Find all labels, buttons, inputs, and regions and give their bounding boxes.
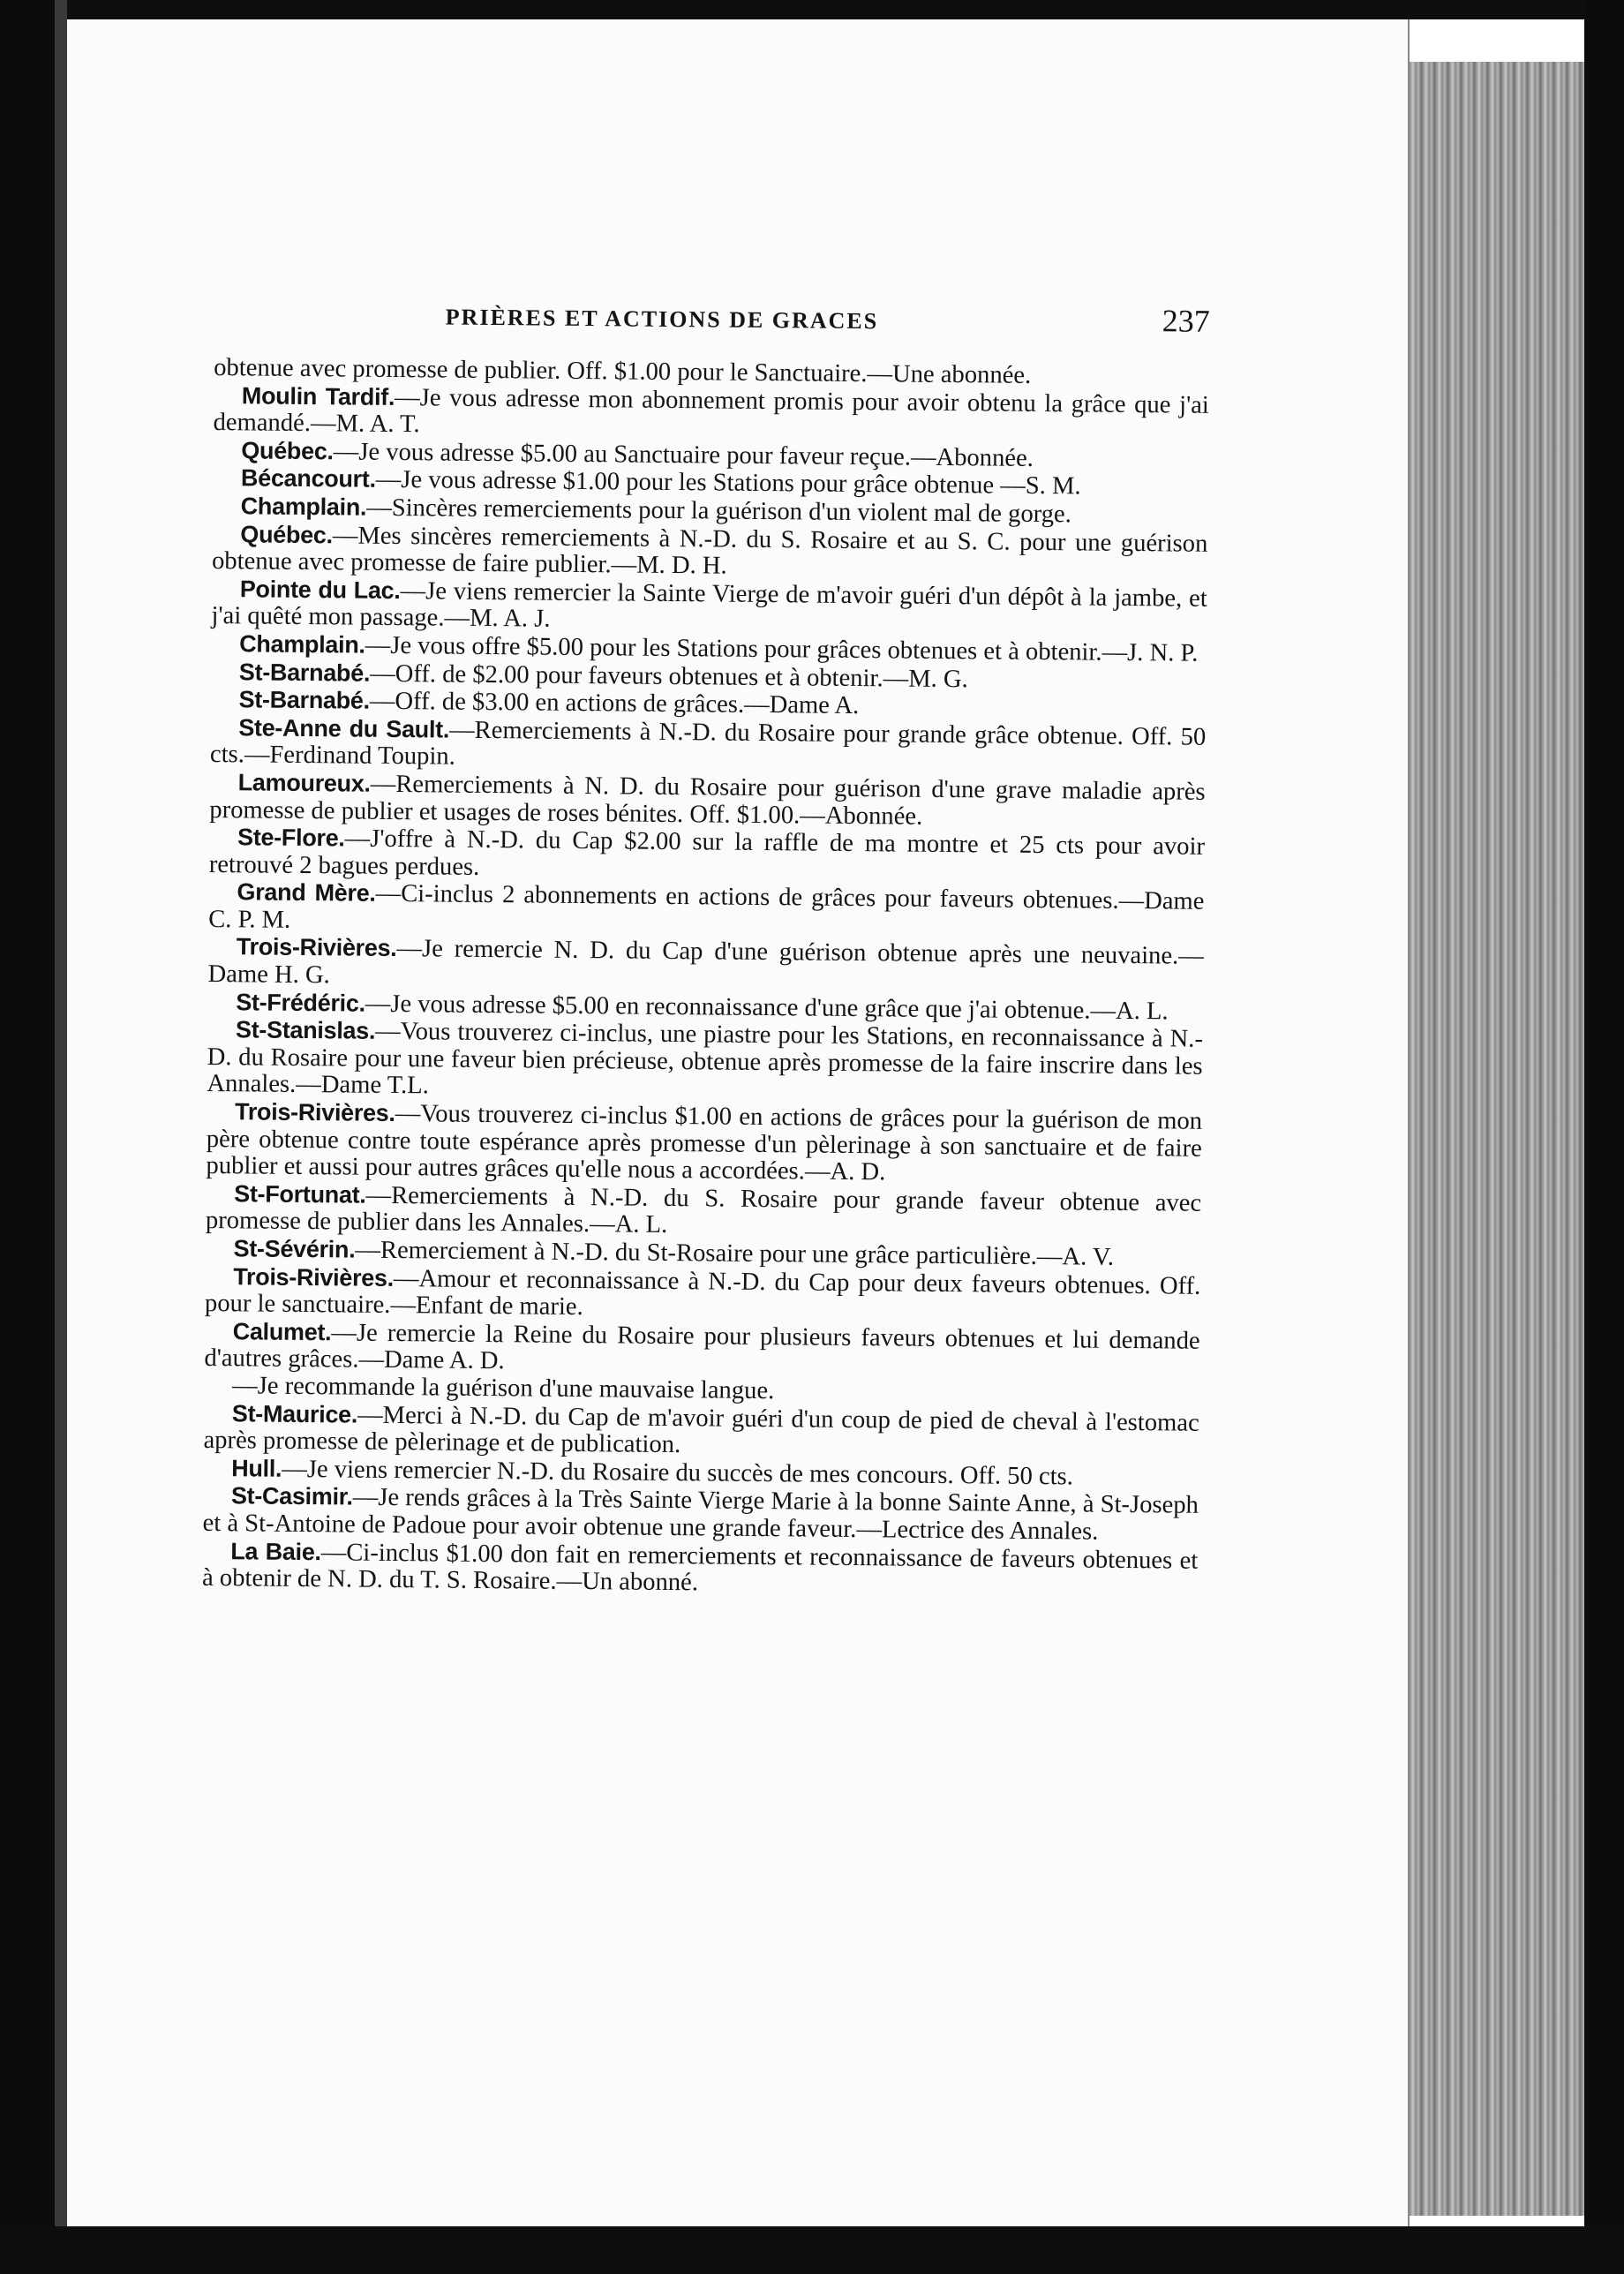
entry-place: Pointe du Lac. xyxy=(239,576,401,604)
entry-place: Moulin Tardif. xyxy=(241,381,395,410)
scan-border-right xyxy=(1584,0,1624,2274)
entry xyxy=(211,576,1207,640)
entry xyxy=(210,714,1207,779)
entry xyxy=(206,1098,1202,1190)
entry xyxy=(209,769,1206,833)
entry xyxy=(207,1016,1203,1108)
entry-place: Calumet. xyxy=(232,1318,332,1346)
page-number: 237 xyxy=(1162,303,1210,339)
entry-text: —Je vous adresse mon abonnement promis pour avoir obtenu la grâce que j'ai demandé.—M. A. T. xyxy=(213,383,1209,439)
book-gutter xyxy=(55,0,67,2274)
entry-place: St-Barnabé. xyxy=(238,686,370,714)
entry-text: —Vous trouverez ci-inclus $1.00 en actions de grâces pour la guérison de mon père obtenue contre toute espérance après promesse d'un pèlerinage à son sanctuaire et de faire publier et aussi pour autres grâces qu'elle nous a accordées.—A. D. xyxy=(206,1100,1203,1186)
entry xyxy=(208,878,1205,943)
scan-border-bottom xyxy=(0,2226,1624,2274)
text-column xyxy=(202,293,1210,1601)
entry xyxy=(209,824,1206,888)
entry-text: —Je viens remercier la Sainte Vierge de m'avoir guéri d'un dépôt à la jambe, et j'ai quêté mon passage.—M. A. J. xyxy=(211,576,1207,634)
running-head xyxy=(214,293,1209,352)
entry-place: Champlain. xyxy=(240,493,367,521)
entry-text: —Mes sincères remerciements à N.-D. du S. Rosaire et au S. C. pour une guérison obtenue avec promesse de faire publier.—M. D. H. xyxy=(211,521,1208,580)
entry-text: —J'offre à N.-D. du Cap $2.00 sur la raffle de ma montre et 25 cts pour avoir retrouvé 2 bagues perdues. xyxy=(208,825,1206,881)
entry-place: St-Frédéric. xyxy=(236,988,365,1017)
entry xyxy=(206,1180,1202,1245)
entry-place: Québec. xyxy=(241,437,334,465)
book-page-edges xyxy=(1408,62,1584,2216)
entry-text: —Je vous adresse $1.00 pour les Stations pour grâce obtenue —S. M. xyxy=(375,466,1081,501)
entry-text: —Merci à N.-D. du Cap de m'avoir guéri d'un coup de pied de cheval à l'estomac après promesse de pèlerinage et de publication. xyxy=(203,1401,1199,1459)
entry-text: —Remerciements à N. D. du Rosaire pour guérison d'une grave maladie après promesse de publier et usages de roses bénites. Off. $1.00.—Abonnée. xyxy=(209,770,1206,831)
entry-text: —Vous trouverez ci-inclus, une piastre pour les Stations, en reconnaissance à N.-D. du Rosaire pour une faveur bien précieuse, obtenue après promesse de la faire inscrire dans les Annales.—Dame T.L. xyxy=(207,1018,1204,1100)
entry xyxy=(202,1537,1199,1601)
entry xyxy=(213,382,1209,447)
entry-text: —Sincères remerciements pour la guérison d'un violent mal de gorge. xyxy=(366,493,1071,529)
entry-place: Grand Mère. xyxy=(237,878,376,907)
entry-text: —Je vous adresse $5.00 au Sanctuaire pour faveur reçue.—Abonnée. xyxy=(333,438,1034,472)
entry-text: —Remerciements à N.-D. du S. Rosaire pour grande faveur obtenue avec promesse de publier dans les Annales.—A. L. xyxy=(205,1181,1202,1239)
entry xyxy=(205,1263,1201,1328)
entry-place: St-Stanislas. xyxy=(235,1016,376,1045)
entry-place: La Baie. xyxy=(230,1537,321,1565)
page-title: PRIÈRES ET ACTIONS DE GRACES xyxy=(445,304,879,335)
entry-text: —Je viens remercier N.-D. du Rosaire du succès de mes concours. Off. 50 cts. xyxy=(282,1455,1074,1491)
entry-text: —Ci-inclus $1.00 don fait en remerciements et reconnaissance de faveurs obtenues et à obtenir de N. D. du T. S. Rosaire.—Un abonné. xyxy=(201,1538,1199,1597)
book-page xyxy=(67,19,1410,2226)
entry-text: —Je rends grâces à la Très Sainte Vierge Marie à la bonne Sainte Anne, à St-Joseph et à St-Antoine de Padoue pour avoir obtenue une grande faveur.—Lectrice des Annales. xyxy=(202,1483,1199,1546)
entry-place: Québec. xyxy=(240,520,333,548)
entry-text: —Ci-inclus 2 abonnements en actions de grâces pour faveurs obtenues.—Dame C. P. M. xyxy=(208,880,1205,934)
entry-place: Trois-Rivières. xyxy=(234,1098,395,1127)
entry-place: St-Barnabé. xyxy=(238,658,371,687)
entry-text: —Je vous offre $5.00 pour les Stations pour grâces obtenues et à obtenir.—J. N. P. xyxy=(365,631,1199,667)
entry-place: St-Fortunat. xyxy=(234,1180,366,1209)
entry-text: —Remerciement à N.-D. du St-Rosaire pour une grâce particulière.—A. V. xyxy=(355,1236,1115,1271)
entry-place: St-Maurice. xyxy=(231,1399,358,1428)
entry xyxy=(207,933,1204,998)
entry-text: —Off. de $2.00 pour faveurs obtenues et à obtenir.—M. G. xyxy=(369,659,968,693)
entry-text: —Je remercie la Reine du Rosaire pour plusieurs faveurs obtenues et lui demande d'autres grâces.—Dame A. D. xyxy=(204,1319,1200,1375)
entry-text: —Remerciements à N.-D. du Rosaire pour grande grâce obtenue. Off. 50 cts.—Ferdinand Toupin. xyxy=(209,716,1207,771)
scan-border-top xyxy=(0,0,1624,19)
entry-place: St-Casimir. xyxy=(230,1482,353,1510)
entry-place: Lamoureux. xyxy=(237,769,371,797)
entry xyxy=(212,521,1208,585)
entry-place: Trois-Rivières. xyxy=(233,1262,395,1291)
entry-place: Bécancourt. xyxy=(240,464,376,493)
entry-text: —Je remercie N. D. du Cap d'une guérison obtenue après une neuvaine.—Dame H. G. xyxy=(207,935,1204,990)
entry-text: —Amour et reconnaissance à N.-D. du Cap pour deux faveurs obtenues. Off. pour le sanctuaire.—Enfant de marie. xyxy=(204,1264,1201,1321)
entry xyxy=(203,1400,1199,1465)
entry-text: —Je vous adresse $5.00 en reconnaissance d'une grâce que j'ai obtenue.—A. L. xyxy=(365,990,1169,1026)
entry-text: obtenue avec promesse de publier. Off. $1.00 pour le Sanctuaire.—Une abonnée. xyxy=(214,353,1032,389)
entry-place: St-Sévérin. xyxy=(233,1235,356,1263)
scan-border-left xyxy=(0,0,55,2274)
entries-list xyxy=(202,355,1209,1601)
entry-text: —Je recommande la guérison d'une mauvaise langue. xyxy=(231,1372,775,1405)
entry-place: Ste-Flore. xyxy=(237,824,345,852)
entry-place: Champlain. xyxy=(239,630,365,659)
entry-place: Ste-Anne du Sault. xyxy=(238,714,450,743)
entry-text: —Off. de $3.00 en actions de grâces.—Dame A. xyxy=(369,687,860,720)
entry xyxy=(202,1482,1199,1547)
entry-place: Trois-Rivières. xyxy=(236,933,397,962)
entry-place: Hull. xyxy=(231,1454,282,1482)
